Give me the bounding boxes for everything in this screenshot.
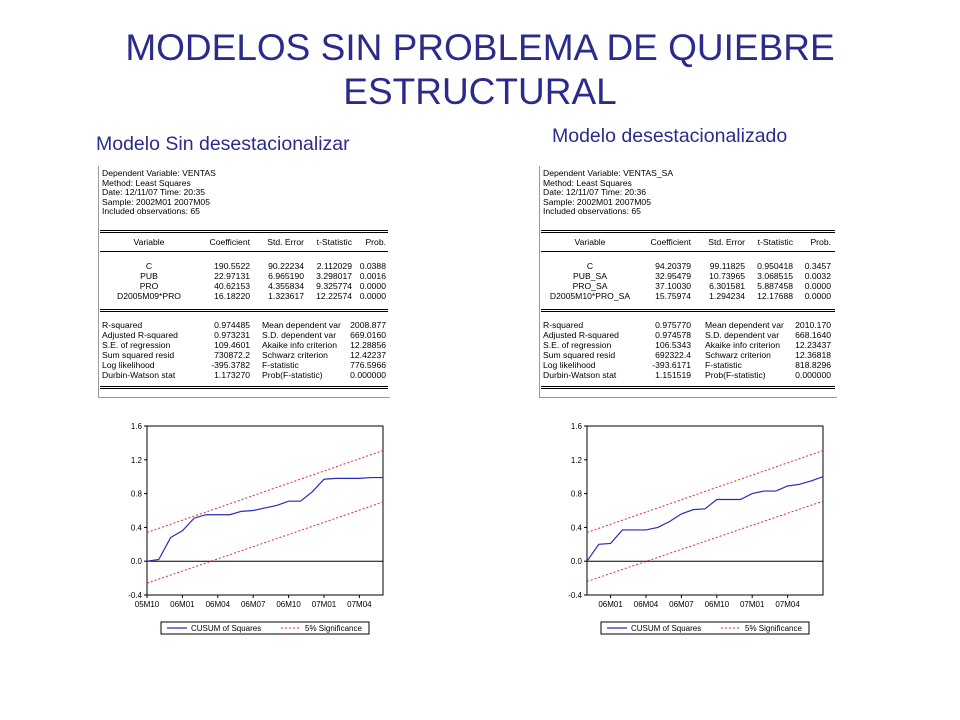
cell-prob: 0.0388 <box>359 261 386 271</box>
cell-variable: C <box>586 261 594 271</box>
right-cusum-chart <box>565 418 827 640</box>
right-regression-output <box>539 166 837 398</box>
output-header <box>543 169 673 217</box>
stat-label: Adjusted R-squared <box>102 330 178 340</box>
col-std-error: Std. Error <box>267 237 304 247</box>
stat-label: Sum squared resid <box>543 350 616 360</box>
x-tick-label: 06M07 <box>240 600 266 609</box>
stat-value: -395.3782 <box>211 360 250 370</box>
stat-value: 12.42237 <box>350 350 386 360</box>
stat-label: Sum squared resid <box>102 350 175 360</box>
cell-t-statistic: 12.17688 <box>757 291 793 301</box>
cell-variable: PUB <box>140 271 158 281</box>
stat-label: R-squared <box>543 320 584 330</box>
stat-value: 2010.170 <box>795 320 831 330</box>
stat-label: Durbin-Watson stat <box>543 370 617 380</box>
col-variable: Variable <box>574 237 606 247</box>
cell-variable: PRO <box>139 281 159 291</box>
cell-std-error: 6.965190 <box>268 271 304 281</box>
divider <box>541 311 835 312</box>
column-header-row <box>539 238 837 248</box>
stat-value: 776.5966 <box>350 360 386 370</box>
cell-t-statistic: 3.068515 <box>757 271 793 281</box>
stat-value: 0.974485 <box>214 320 250 330</box>
x-tick-label: 06M01 <box>170 600 195 609</box>
stat-label: F-statistic <box>705 360 742 370</box>
divider <box>541 232 835 233</box>
legend-label-significance: 5% Significance <box>745 624 802 633</box>
y-tick-label: 1.6 <box>130 422 142 431</box>
x-tick-label: 06M04 <box>633 600 659 609</box>
cell-coefficient: 37.10030 <box>655 281 691 291</box>
cell-t-statistic: 9.325774 <box>316 281 352 291</box>
cell-std-error: 6.301581 <box>709 281 745 291</box>
y-tick-label: 0.4 <box>570 523 582 533</box>
stat-label: Log likelihood <box>102 360 155 370</box>
divider <box>100 232 388 233</box>
table-row <box>98 292 390 302</box>
x-tick-label: 07M01 <box>739 600 765 609</box>
col-t-statistic: t-Statistic <box>757 237 793 247</box>
header-line: Included observations: 65 <box>102 206 200 217</box>
stat-value: 0.974578 <box>655 330 691 340</box>
cell-t-statistic: 0.950418 <box>757 261 793 271</box>
x-tick-label: 06M04 <box>205 600 231 609</box>
cell-prob: 0.0032 <box>804 271 831 281</box>
cell-prob: 0.0016 <box>359 271 386 281</box>
cell-variable: D2005M09*PRO <box>116 291 181 301</box>
y-tick-label: 0.4 <box>130 523 142 533</box>
stat-label: Log likelihood <box>543 360 596 370</box>
header-line: Sample: 2002M01 2007M05 <box>102 196 210 207</box>
stat-label: Akaike info criterion <box>705 340 780 350</box>
stat-label: Schwarz criterion <box>262 350 328 360</box>
cell-coefficient: 15.75974 <box>655 291 691 301</box>
cell-coefficient: 16.18220 <box>214 291 250 301</box>
legend-label-cusum: CUSUM of Squares <box>191 624 262 633</box>
header-line: Included observations: 65 <box>543 206 641 217</box>
stat-value: 12.36818 <box>795 350 831 360</box>
stat-value: 2008.877 <box>350 320 386 330</box>
cell-t-statistic: 5.887458 <box>757 281 793 291</box>
table-row <box>539 292 837 302</box>
left-subtitle: Modelo Sin desestacionalizar <box>96 133 350 155</box>
col-coefficient: Coefficient <box>209 237 250 247</box>
x-tick-label: 06M01 <box>598 600 623 609</box>
col-variable: Variable <box>133 237 165 247</box>
divider <box>541 388 835 389</box>
cell-variable: C <box>145 261 153 271</box>
cell-prob: 0.3457 <box>804 261 831 271</box>
stat-value: 12.28856 <box>350 340 386 350</box>
y-tick-label: 0.8 <box>130 489 142 499</box>
stat-label: F-statistic <box>262 360 299 370</box>
x-tick-label: 07M04 <box>347 600 372 609</box>
stat-label: S.E. of regression <box>102 340 171 350</box>
column-header-row <box>98 238 390 248</box>
x-tick-label: 06M07 <box>669 600 694 609</box>
stat-value: 12.23437 <box>795 340 831 350</box>
x-tick-label: 07M01 <box>311 600 337 609</box>
stat-value: 0.975770 <box>655 320 691 330</box>
title-line-1: MODELOS SIN PROBLEMA DE QUIEBRE <box>125 27 835 68</box>
divider <box>541 230 835 231</box>
stat-value: 109.4601 <box>214 340 250 350</box>
cell-coefficient: 94.20379 <box>655 261 691 271</box>
cell-prob: 0.0000 <box>804 291 831 301</box>
divider <box>541 251 835 252</box>
stat-value: 692322.4 <box>655 350 691 360</box>
slide-title <box>0 26 960 114</box>
header-line: Sample: 2002M01 2007M05 <box>543 196 651 207</box>
stat-value: 0.000000 <box>350 370 386 380</box>
stat-label: S.D. dependent var <box>705 330 780 340</box>
col-prob: Prob. <box>365 237 386 247</box>
x-tick-label: 06M10 <box>276 600 301 609</box>
stat-value: 669.0160 <box>350 330 386 340</box>
cell-variable: D2005M10*PRO_SA <box>549 291 631 301</box>
cell-std-error: 90.22234 <box>268 261 304 271</box>
stat-value: 730872.2 <box>214 350 250 360</box>
stats-row <box>539 371 837 381</box>
cell-coefficient: 190.5522 <box>214 261 250 271</box>
divider <box>100 251 388 252</box>
title-line-2: ESTRUCTURAL <box>343 71 617 112</box>
stat-value: 1.151519 <box>655 370 691 380</box>
stat-value: -393.6171 <box>652 360 691 370</box>
stat-label: Prob(F-statistic) <box>705 370 766 380</box>
cell-coefficient: 40.62153 <box>214 281 250 291</box>
x-tick-label: 05M10 <box>134 600 160 609</box>
col-std-error: Std. Error <box>708 237 745 247</box>
cell-coefficient: 32.95479 <box>655 271 691 281</box>
left-cusum-chart <box>125 418 387 640</box>
stat-label: Akaike info criterion <box>262 340 337 350</box>
cell-prob: 0.0000 <box>359 291 386 301</box>
left-regression-output <box>98 166 390 398</box>
header-line: Date: 12/11/07 Time: 20:36 <box>543 187 647 198</box>
y-tick-label: -0.4 <box>568 591 582 600</box>
cell-t-statistic: 2.112029 <box>316 261 352 271</box>
cell-variable: PRO_SA <box>572 281 608 291</box>
y-tick-label: 1.6 <box>570 422 582 431</box>
cell-t-statistic: 3.298017 <box>316 271 352 281</box>
divider <box>541 386 835 387</box>
divider <box>100 388 388 389</box>
stat-value: 818.8296 <box>795 360 831 370</box>
y-tick-label: 0.8 <box>570 489 582 499</box>
stat-value: 668.1640 <box>795 330 831 340</box>
left-cusum-svg <box>125 418 387 640</box>
cell-t-statistic: 12.22574 <box>316 291 352 301</box>
divider <box>100 309 388 310</box>
col-prob: Prob. <box>810 237 831 247</box>
stat-value: 106.5343 <box>655 340 691 350</box>
divider <box>100 230 388 231</box>
cell-std-error: 4.355834 <box>268 281 304 291</box>
stat-label: Adjusted R-squared <box>543 330 619 340</box>
y-tick-label: 1.2 <box>130 455 142 465</box>
col-t-statistic: t-Statistic <box>316 237 352 247</box>
stat-label: Prob(F-statistic) <box>262 370 323 380</box>
y-tick-label: 0.0 <box>130 557 142 567</box>
header-line: Method: Least Squares <box>543 177 632 188</box>
legend-label-cusum: CUSUM of Squares <box>631 624 702 633</box>
plot-frame <box>147 426 383 595</box>
divider <box>100 311 388 312</box>
stat-value: 0.973231 <box>214 330 250 340</box>
stat-value: 1.173270 <box>214 370 250 380</box>
y-tick-label: 0.0 <box>570 557 582 567</box>
cell-prob: 0.0000 <box>359 281 386 291</box>
output-header <box>102 169 216 217</box>
stat-label: Mean dependent var <box>705 320 784 330</box>
cell-coefficient: 22.97131 <box>214 271 250 281</box>
cell-std-error: 1.323617 <box>268 291 304 301</box>
right-subtitle: Modelo desestacionalizado <box>552 125 788 147</box>
cell-std-error: 10.73965 <box>709 271 745 281</box>
header-line: Dependent Variable: VENTAS <box>102 168 216 178</box>
y-tick-label: 1.2 <box>570 455 582 465</box>
stats-row <box>98 371 390 381</box>
x-tick-label: 07M04 <box>775 600 800 609</box>
col-coefficient: Coefficient <box>650 237 691 247</box>
right-cusum-svg <box>565 418 827 640</box>
cell-prob: 0.0000 <box>804 281 831 291</box>
cell-std-error: 1.294234 <box>709 291 745 301</box>
header-line: Date: 12/11/07 Time: 20:35 <box>102 187 206 198</box>
stat-value: 0.000000 <box>795 370 831 380</box>
header-line: Dependent Variable: VENTAS_SA <box>543 168 674 178</box>
stat-label: Schwarz criterion <box>705 350 771 360</box>
stat-label: S.E. of regression <box>543 340 612 350</box>
stat-label: Mean dependent var <box>262 320 341 330</box>
cell-variable: PUB_SA <box>573 271 607 281</box>
divider <box>100 386 388 387</box>
stat-label: Durbin-Watson stat <box>102 370 176 380</box>
stat-label: R-squared <box>102 320 143 330</box>
y-tick-label: -0.4 <box>128 591 142 600</box>
legend-label-significance: 5% Significance <box>305 624 362 633</box>
stat-label: S.D. dependent var <box>262 330 337 340</box>
header-line: Method: Least Squares <box>102 177 191 188</box>
divider <box>541 309 835 310</box>
cell-std-error: 99.11825 <box>709 261 745 271</box>
x-tick-label: 06M10 <box>704 600 730 609</box>
